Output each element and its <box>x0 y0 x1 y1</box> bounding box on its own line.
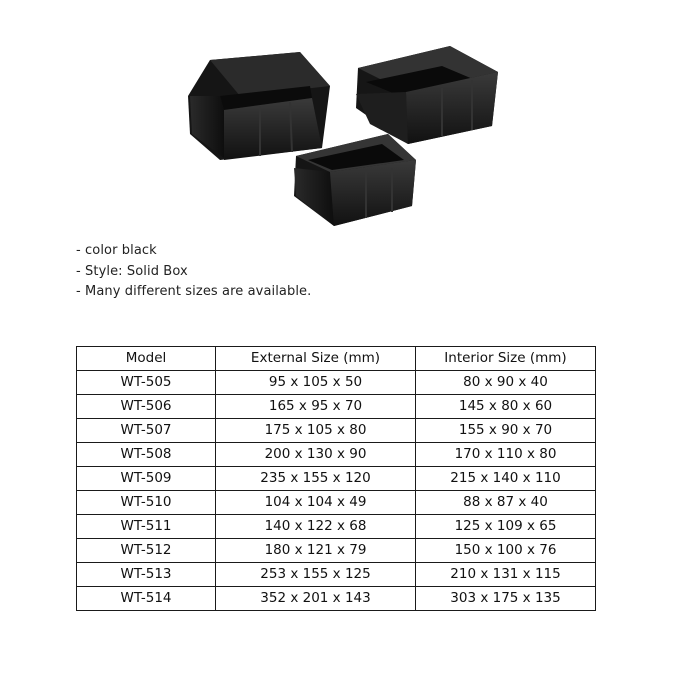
cell-external-size: 104 x 104 x 49 <box>216 491 416 515</box>
cell-interior-size: 215 x 140 x 110 <box>416 467 596 491</box>
cell-external-size: 180 x 121 x 79 <box>216 539 416 563</box>
cell-external-size: 140 x 122 x 68 <box>216 515 416 539</box>
cell-external-size: 165 x 95 x 70 <box>216 395 416 419</box>
size-table <box>76 346 596 611</box>
cell-interior-size: 303 x 175 x 135 <box>416 587 596 611</box>
cell-model: WT-505 <box>77 371 216 395</box>
cell-model: WT-511 <box>77 515 216 539</box>
cell-external-size: 200 x 130 x 90 <box>216 443 416 467</box>
header-interior-size: Interior Size (mm) <box>416 347 596 371</box>
cell-interior-size: 125 x 109 x 65 <box>416 515 596 539</box>
cell-external-size: 175 x 105 x 80 <box>216 419 416 443</box>
cell-external-size: 95 x 105 x 50 <box>216 371 416 395</box>
cell-interior-size: 88 x 87 x 40 <box>416 491 596 515</box>
table-row <box>77 515 596 539</box>
table-row <box>77 371 596 395</box>
table-row <box>77 539 596 563</box>
feature-list <box>76 241 311 303</box>
cell-model: WT-506 <box>77 395 216 419</box>
cell-external-size: 253 x 155 x 125 <box>216 563 416 587</box>
cell-external-size: 352 x 201 x 143 <box>216 587 416 611</box>
cell-interior-size: 170 x 110 x 80 <box>416 443 596 467</box>
cell-model: WT-513 <box>77 563 216 587</box>
table-row <box>77 395 596 419</box>
table-row <box>77 419 596 443</box>
header-model: Model <box>77 347 216 371</box>
feature-style: - Style: Solid Box <box>76 263 188 279</box>
cell-interior-size: 145 x 80 x 60 <box>416 395 596 419</box>
table-row <box>77 443 596 467</box>
cell-model: WT-509 <box>77 467 216 491</box>
cell-model: WT-510 <box>77 491 216 515</box>
cell-interior-size: 155 x 90 x 70 <box>416 419 596 443</box>
feature-sizes: - Many different sizes are available. <box>76 284 312 299</box>
cell-model: WT-508 <box>77 443 216 467</box>
table-row <box>77 563 596 587</box>
bin-right <box>356 46 498 144</box>
product-photo <box>180 38 510 230</box>
table-row <box>77 587 596 611</box>
cell-model: WT-512 <box>77 539 216 563</box>
table-row <box>77 491 596 515</box>
feature-color: - color black <box>76 243 157 258</box>
cell-interior-size: 150 x 100 x 76 <box>416 539 596 563</box>
header-external-size: External Size (mm) <box>216 347 416 371</box>
table-row <box>77 467 596 491</box>
cell-external-size: 235 x 155 x 120 <box>216 467 416 491</box>
cell-model: WT-514 <box>77 587 216 611</box>
table-header-row <box>77 347 596 371</box>
cell-model: WT-507 <box>77 419 216 443</box>
bin-left <box>188 52 330 160</box>
cell-interior-size: 80 x 90 x 40 <box>416 371 596 395</box>
cell-interior-size: 210 x 131 x 115 <box>416 563 596 587</box>
